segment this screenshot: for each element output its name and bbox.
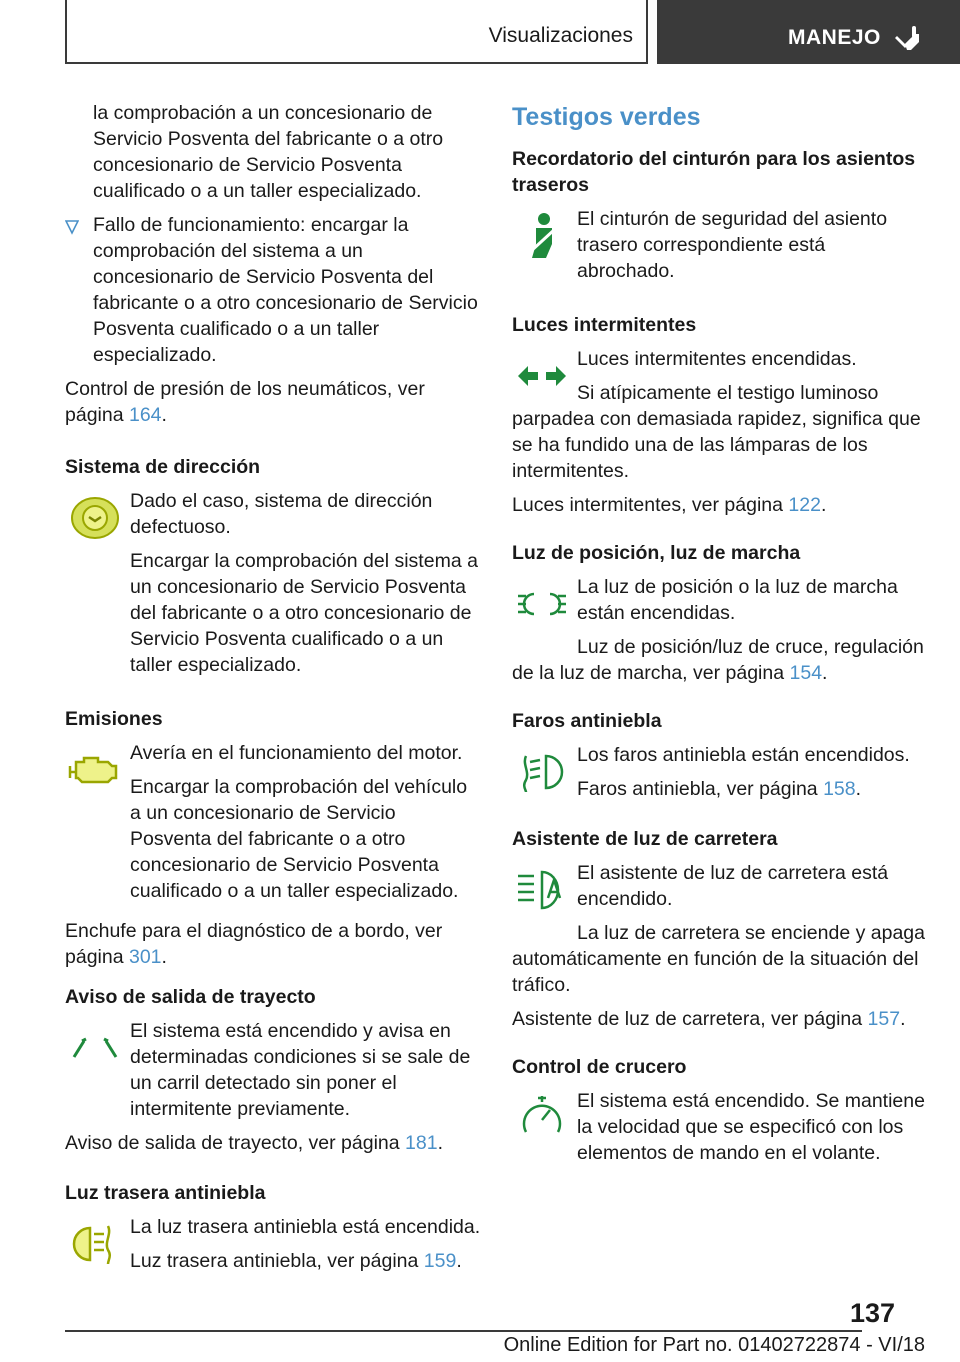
check-engine-icon — [65, 740, 125, 800]
left-column — [65, 100, 481, 1282]
page-link[interactable]: 158 — [823, 778, 856, 800]
continued-paragraph: la comprobación a un concesionario de Servicio Posventa del fabricante o a otro concesionario de Servicio Posventa cualificado o a un taller especializado. — [93, 102, 444, 202]
steering-wheel-warning-icon — [65, 488, 125, 548]
edition-footer: Online Edition for Part no. 01402722874 - VI/18 — [503, 1334, 925, 1356]
page-link[interactable]: 122 — [788, 494, 821, 516]
indicator-entry — [512, 860, 928, 998]
indicator-entry — [65, 1018, 481, 1122]
indicator-entry — [65, 488, 481, 678]
indicator-description: Avería en el funcionamiento del motor. — [130, 742, 463, 764]
indicator-description: Luces intermitentes encendidas. — [577, 348, 857, 370]
indicator-entry — [65, 1214, 481, 1274]
cross-reference: Aviso de salida de trayecto, ver página 181. — [65, 1132, 443, 1154]
cruise-control-icon — [512, 1088, 572, 1148]
indicator-description: La luz trasera antiniebla está encendida. — [130, 1216, 481, 1238]
indicator-note: Si atípicamente el testigo luminoso parpadea con demasiada rapidez, significa que se ha fundido una de las lámparas de los intermitentes. — [512, 382, 921, 482]
page-link[interactable]: 159 — [423, 1250, 457, 1272]
cross-reference: Luz de posición/luz de cruce, regulación de la luz de marcha, ver página 154. — [512, 636, 924, 684]
indicator-description: Los faros antiniebla están encendidos. — [577, 744, 910, 766]
triangle-bullet-icon — [65, 216, 79, 242]
indicator-entry — [512, 206, 928, 284]
section-heading: Emisiones — [65, 708, 163, 730]
cross-reference: Control de presión de los neumáticos, ver página 164. — [65, 378, 425, 426]
rear-fog-light-icon — [65, 1214, 125, 1274]
cross-reference: Luces intermitentes, ver página 122. — [512, 494, 827, 516]
page-link[interactable]: 164 — [128, 404, 162, 426]
section-heading: Luz trasera antiniebla — [65, 1182, 266, 1204]
cross-reference: Faros antiniebla, ver página 158. — [577, 778, 862, 800]
page-number: 137 — [850, 1298, 896, 1328]
turn-signal-icon — [512, 346, 572, 406]
indicator-description: El asistente de luz de carretera está encendido. — [577, 862, 889, 910]
indicator-description: El sistema está encendido y avisa en determinadas condiciones si se sale de un carril detectado sin poner el intermitente previamente. — [130, 1020, 471, 1120]
section-heading: Sistema de dirección — [65, 456, 261, 478]
page-link[interactable]: 157 — [867, 1008, 901, 1030]
cross-reference: Asistente de luz de carretera, ver página 157. — [512, 1008, 906, 1030]
indicator-entry — [512, 346, 928, 484]
cross-reference-text: Control de presión de los neumáticos, ver página — [65, 378, 425, 426]
section-heading: Luz de posición, luz de marcha — [512, 542, 801, 564]
indicator-description: El sistema está encendido. Se mantiene la velocidad que se especificó con los elementos de mando en el volante. — [577, 1090, 925, 1164]
cross-reference: Enchufe para el diagnóstico de a bordo, ver página 301. — [65, 920, 443, 968]
section-heading: Asistente de luz de carretera — [512, 828, 778, 850]
page-link[interactable]: 154 — [789, 662, 823, 684]
indicator-description: La luz de posición o la luz de marcha están encendidas. — [577, 576, 898, 624]
page-link[interactable]: 181 — [405, 1132, 438, 1154]
indicator-entry — [512, 742, 928, 802]
indicator-entry — [65, 740, 481, 904]
front-fog-light-icon — [512, 742, 572, 802]
cross-reference: Luz trasera antiniebla, ver página 159. — [130, 1250, 462, 1272]
page-link[interactable]: 301 — [128, 946, 162, 968]
position-light-icon — [512, 574, 572, 634]
indicator-instruction: Encargar la comprobación del vehículo a un concesionario de Servicio Posventa del fabricante o a otro concesionario de Servicio Posventa cualificado o a un taller especializado. — [130, 776, 468, 902]
section-heading: Faros antiniebla — [512, 710, 662, 732]
indicator-description: El cinturón de seguridad del asiento trasero correspondiente está abrochado. — [577, 208, 888, 282]
indicator-instruction: Encargar la comprobación del sistema a un concesionario de Servicio Posventa del fabricante o a otro concesionario de Servicio Posventa cualificado o a un taller especializado. — [130, 550, 478, 676]
section-heading: Recordatorio del cinturón para los asientos traseros — [512, 148, 916, 196]
seatbelt-icon — [512, 206, 572, 266]
chapter-tab-label: MANEJO — [788, 26, 881, 49]
high-beam-assistant-icon — [512, 860, 572, 920]
list-item — [65, 212, 481, 368]
lane-departure-icon — [65, 1018, 125, 1078]
indicator-entry — [512, 1088, 928, 1166]
section-heading: Luces intermitentes — [512, 314, 697, 336]
section-title: Visualizaciones — [488, 24, 633, 47]
indicator-entry — [512, 574, 928, 686]
hand-pointer-icon — [893, 24, 923, 59]
right-column — [512, 100, 928, 1174]
indicator-description: Dado el caso, sistema de dirección defectuoso. — [130, 490, 433, 538]
footer-divider — [65, 1330, 862, 1332]
list-item-text: Fallo de funcionamiento: encargar la comprobación del sistema a un concesionario de Servicio Posventa del fabricante o a otro concesionario de Servicio Posventa cualificado o a un taller especializado. — [93, 214, 478, 366]
section-heading: Control de crucero — [512, 1056, 687, 1078]
page-section-heading: Testigos verdes — [512, 103, 701, 131]
indicator-note: La luz de carretera se enciende y apaga automáticamente en función de la situación del tráfico. — [512, 922, 925, 996]
section-heading: Aviso de salida de trayecto — [65, 986, 316, 1008]
